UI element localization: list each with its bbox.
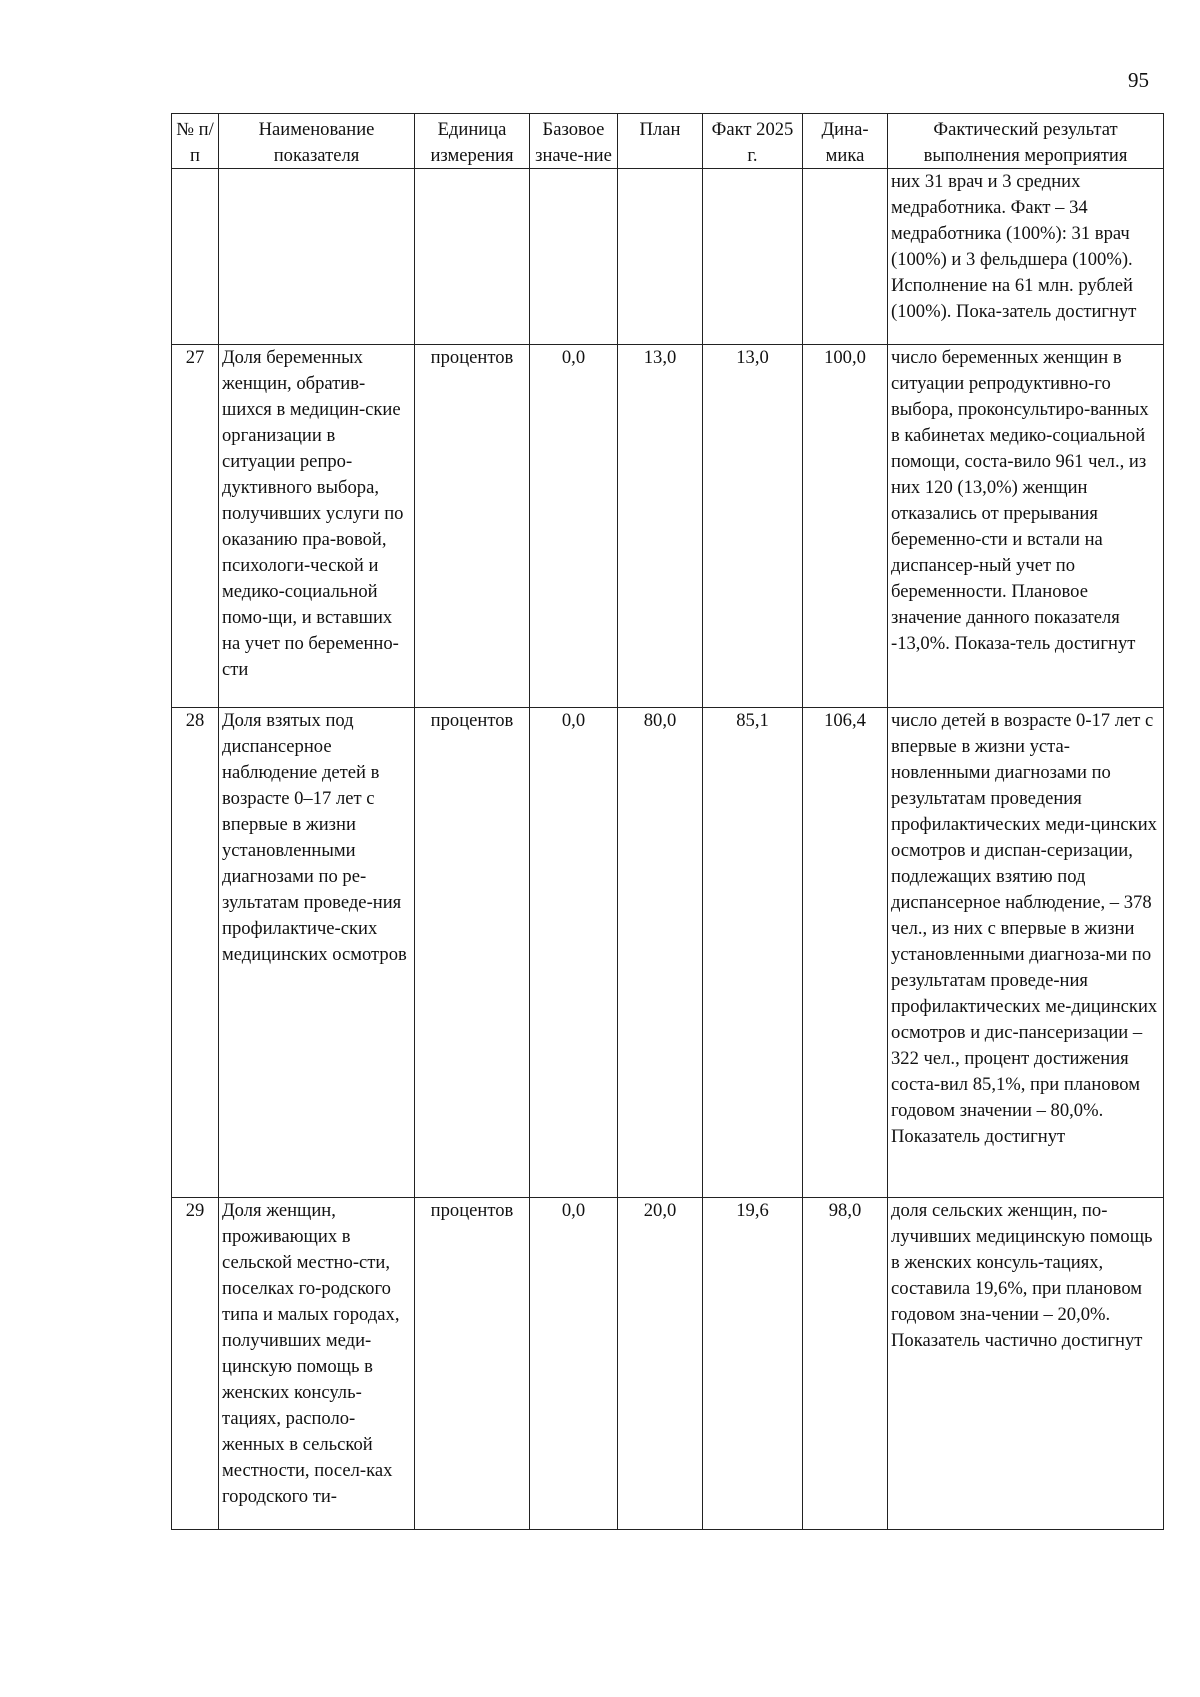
cell-plan: 20,0 [618,1198,703,1530]
header-unit: Единица измерения [415,114,530,169]
table-header [172,114,1164,169]
header-name: Наименование показателя [219,114,415,169]
cell-fact: 13,0 [703,345,803,708]
cell-num: 29 [172,1198,219,1530]
cell-fact [703,169,803,345]
cell-num [172,169,219,345]
cell-name: Доля взятых под диспансерное наблюдение детей в возрасте 0–17 лет с впервые в жизни установленными диагнозами по ре-зультатам проведе-ния профилактиче-ских медицинских осмотров [219,708,415,1198]
cell-base [530,169,618,345]
cell-dynamic: 106,4 [803,708,888,1198]
cell-plan [618,169,703,345]
cell-result: число беременных женщин в ситуации репродуктивно-го выбора, проконсультиро-ванных в кабинетах медико-социальной помощи, соста-вило 961 чел., из них 120 (13,0%) женщин отказались от прерывания беременно-сти и встали на диспансер-ный учет по беременности. Плановое значение данного показателя -13,0%. Показа-тель достигнут [888,345,1164,708]
cell-base: 0,0 [530,345,618,708]
cell-fact: 19,6 [703,1198,803,1530]
cell-num: 27 [172,345,219,708]
cell-unit [415,169,530,345]
cell-fact: 85,1 [703,708,803,1198]
cell-plan: 80,0 [618,708,703,1198]
cell-unit: процентов [415,345,530,708]
cell-num: 28 [172,708,219,1198]
cell-plan: 13,0 [618,345,703,708]
table-row [172,708,1164,1198]
table-row [172,1198,1164,1530]
indicators-table [171,113,1164,1530]
cell-result: них 31 врач и 3 средних медработника. Факт – 34 медработника (100%): 31 врач (100%) и 3 фельдшера (100%). Исполнение на 61 млн. рублей (100%). Пока-затель достигнут [888,169,1164,345]
table-row [172,345,1164,708]
cell-name: Доля женщин, проживающих в сельской местно-сти, поселках го-родского типа и малых городах, получивших меди-цинскую помощь в женских консуль-тациях, располо-женных в сельской местности, посел-ках городского ти- [219,1198,415,1530]
cell-dynamic: 100,0 [803,345,888,708]
cell-unit: процентов [415,708,530,1198]
cell-result: доля сельских женщин, по-лучивших медицинскую помощь в женских консуль-тациях, составила 19,6%, при плановом годовом зна-чении – 20,0%. Показатель частично достигнут [888,1198,1164,1530]
table-row-continuation [172,169,1164,345]
cell-name: Доля беременных женщин, обратив-шихся в медицин-ские организации в ситуации репро-дуктивного выбора, получивших услуги по оказанию пра-вовой, психологи-ческой и медико-социальной помо-щи, и вставших на учет по беременно-сти [219,345,415,708]
cell-result: число детей в возрасте 0-17 лет с впервые в жизни уста-новленными диагнозами по результатам проведения профилактических меди-цинских осмотров и диспан-серизации, подлежащих взятию под диспансерное наблюдение, – 378 чел., из них с впервые в жизни установленными диагноза-ми по результатам проведе-ния профилактических ме-дицинских осмотров и дис-пансеризации – 322 чел., процент достижения соста-вил 85,1%, при плановом годовом значении – 80,0%. Показатель достигнут [888,708,1164,1198]
page-number: 95 [1128,68,1149,92]
cell-base: 0,0 [530,1198,618,1530]
header-num: № п/п [172,114,219,169]
header-plan: План [618,114,703,169]
header-base: Базовое значе-ние [530,114,618,169]
header-fact: Факт 2025 г. [703,114,803,169]
cell-unit: процентов [415,1198,530,1530]
cell-dynamic: 98,0 [803,1198,888,1530]
cell-base: 0,0 [530,708,618,1198]
cell-name [219,169,415,345]
header-dynamic: Дина-мика [803,114,888,169]
cell-dynamic [803,169,888,345]
header-result: Фактический результат выполнения мероприятия [888,114,1164,169]
